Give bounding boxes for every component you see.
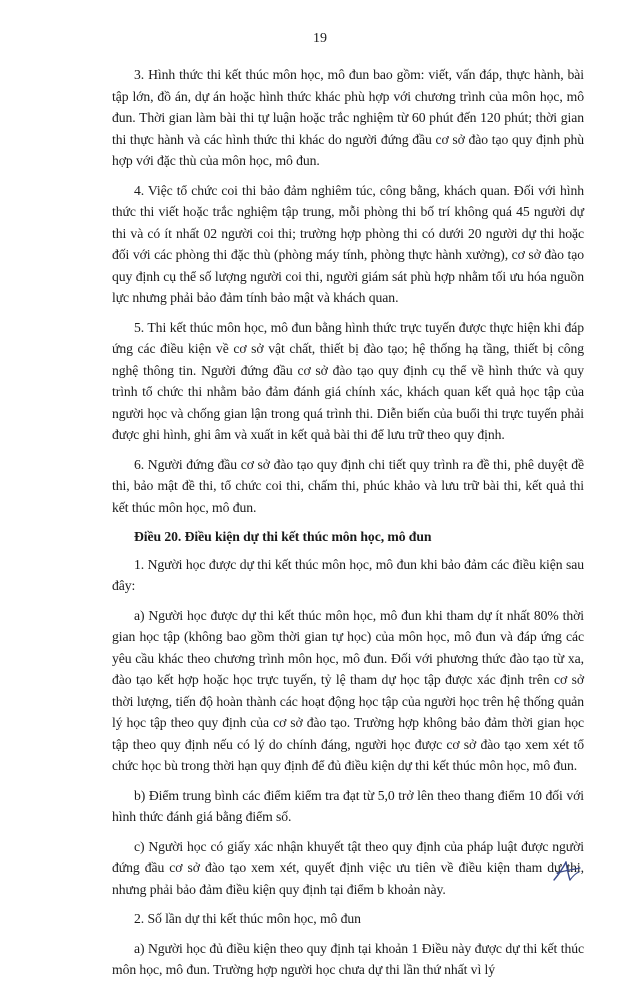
paragraph-article20-clause-2: 2. Số lần dự thi kết thúc môn học, mô đun: [134, 911, 361, 926]
page-number: 19: [313, 31, 327, 46]
paragraph-point-c: c) Người học có giấy xác nhận khuyết tật theo quy định của pháp luật được người đứng đầu cơ sở đào tạo xem xét, quyết định việc ưu tiên về điều kiện tham dự thi, nhưng phải bảo đảm điều kiện quy định tại điểm b khoản này.: [112, 838, 584, 897]
paragraph-clause-4: 4. Việc tổ chức coi thi bảo đảm nghiêm túc, công bằng, khách quan. Đối với hình thức thi viết hoặc trắc nghiệm tập trung, mỗi phòng thi bố trí không quá 45 người dự thi và có ít nhất 02 người coi thi; trường hợp phòng thi có dưới 20 người dự thi hoặc đối với các phòng thi đặc thù (phòng máy tính, phòng thực hành xưởng), cơ sở đào tạo quy định cụ thể số lượng người coi thi, người giám sát phù hợp nhằm tối ưu hóa nguồn lực nhưng phải bảo đảm tính bảo mật và khách quan.: [112, 182, 584, 305]
paragraph-clause-6: 6. Người đứng đầu cơ sở đào tạo quy định chi tiết quy trình ra đề thi, phê duyệt đề thi, bảo mật đề thi, tổ chức coi thi, chấm thi, phúc khảo và lưu trữ bài thi, kết quả thi kết thúc môn học, mô đun.: [112, 456, 584, 515]
paragraph-article20-clause-1: 1. Người học được dự thi kết thúc môn học, mô đun khi bảo đảm các điều kiện sau đây:: [112, 556, 584, 593]
paragraph-point-a: a) Người học được dự thi kết thúc môn học, mô đun khi tham dự ít nhất 80% thời gian học tập (không bao gồm thời gian tự học) của môn học, mô đun và đáp ứng các yêu cầu khác theo chương trình môn học, mô đun. Đối với phương thức đào tạo từ xa, đào tạo kết hợp hoặc học trực tuyến, tỷ lệ tham dự học tập được xác định trên cơ sở thời lượng, tiến độ hoàn thành các hoạt động học tập của người học trên hệ thống quản lý học tập theo quy định của cơ sở đào tạo. Trường hợp không bảo đảm thời gian học tập theo quy định nếu có lý do chính đáng, người học được cơ sở đào tạo xem xét tổ chức học bù trong thời hạn quy định để đủ điều kiện dự thi kết thúc môn học, mô đun.: [112, 607, 584, 773]
document-body: [112, 64, 584, 989]
handwritten-initials-icon: [551, 858, 583, 884]
paragraph-clause-3: 3. Hình thức thi kết thúc môn học, mô đun bao gồm: viết, vấn đáp, thực hành, bài tập lớn, đồ án, dự án hoặc hình thức khác phù hợp với chương trình của môn học, mô đun. Thời gian làm bài thi tự luận hoặc trắc nghiệm từ 60 phút đến 120 phút; thời gian thi thực hành và các hình thức thi khác do người đứng đầu cơ sở đào tạo quy định phù hợp với đặc thù của môn học, mô đun.: [112, 67, 584, 168]
paragraph-clause-5: 5. Thi kết thúc môn học, mô đun bằng hình thức trực tuyến được thực hiện khi đáp ứng các điều kiện về cơ sở vật chất, thiết bị đào tạo; hệ thống hạ tầng, thiết bị công nghệ thông tin. Người đứng đầu cơ sở đào tạo quy định cụ thể về hình thức và quy trình tổ chức thi nhằm bảo đảm đánh giá chính xác, khách quan kết quả học tập của người học và chống gian lận trong quá trình thi. Diễn biến của buổi thi trực tuyến phải được ghi hình, ghi âm và xuất in kết quả bài thi để lưu trữ theo quy định.: [112, 319, 584, 442]
article-20-heading: Điều 20. Điều kiện dự thi kết thúc môn học, mô đun: [134, 529, 432, 544]
paragraph-clause-2-point-a: a) Người học đủ điều kiện theo quy định tại khoản 1 Điều này được dự thi kết thúc môn học, mô đun. Trường hợp người học chưa dự thi lần thứ nhất vì lý: [112, 940, 584, 977]
paragraph-point-b: b) Điểm trung bình các điểm kiểm tra đạt từ 5,0 trở lên theo thang điểm 10 đối với hình thức đánh giá bằng điểm số.: [112, 787, 584, 824]
